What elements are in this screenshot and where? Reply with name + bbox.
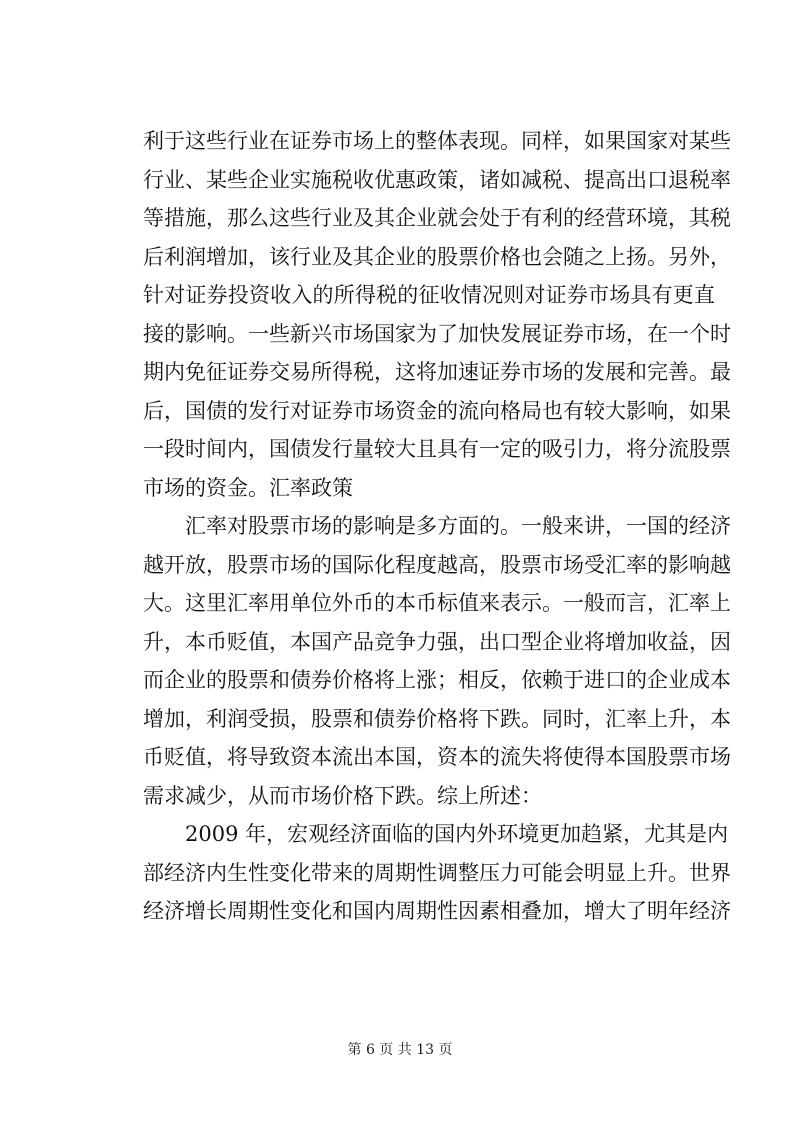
text-line: 2009 年，宏观经济面临的国内外环境更加趋紧，尤其是内 [185,822,729,846]
text-line: 利于这些行业在证券市场上的整体表现。同样，如果国家对某些 [143,129,731,153]
text-line: 增加，利润受损，股票和债券价格将下跌。同时，汇率上升，本 [143,706,731,731]
text-line: 后利润增加，该行业及其企业的股票价格也会随之上扬。另外， [143,244,731,269]
body-text [143,122,731,931]
text-line: 等措施，那么这些行业及其企业就会处于有利的经营环境，其税 [143,206,731,230]
text-line: 币贬值，将导致资本流出本国，资本的流失将使得本国股票市场 [143,745,731,769]
text-line: 经济增长周期性变化和国内周期性因素相叠加，增大了明年经济 [143,899,731,923]
page-number-footer: 第 6 页 共 13 页 [347,1042,453,1058]
text-line: 部经济内生性变化带来的周期性调整压力可能会明显上升。世界 [143,860,731,885]
text-line: 行业、某些企业实施税收优惠政策，诸如减税、提高出口退税率 [143,167,731,192]
text-line: 市场的资金。汇率政策 [143,475,353,500]
text-line: 需求减少，从而市场价格下跌。综上所述： [143,783,542,808]
text-line: 接的影响。一些新兴市场国家为了加快发展证券市场，在一个时 [143,321,731,346]
text-line: 升，本币贬值，本国产品竞争力强，出口型企业将增加收益，因 [143,629,731,654]
text-line: 而企业的股票和债券价格将上涨；相反，依赖于进口的企业成本 [143,668,731,692]
text-line: 越开放，股票市场的国际化程度越高，股票市场受汇率的影响越 [143,552,731,577]
text-line: 汇率对股票市场的影响是多方面的。一般来讲，一国的经济 [185,514,731,538]
text-line: 针对证券投资收入的所得税的征收情况则对证券市场具有更直 [143,283,715,307]
text-line: 期内免征证券交易所得税，这将加速证券市场的发展和完善。最 [143,360,731,384]
text-line: 一段时间内，国债发行量较大且具有一定的吸引力，将分流股票 [143,437,731,461]
text-line: 大。这里汇率用单位外币的本币标值来表示。一般而言，汇率上 [143,591,731,615]
text-line: 后，国债的发行对证券市场资金的流向格局也有较大影响，如果 [143,398,731,423]
